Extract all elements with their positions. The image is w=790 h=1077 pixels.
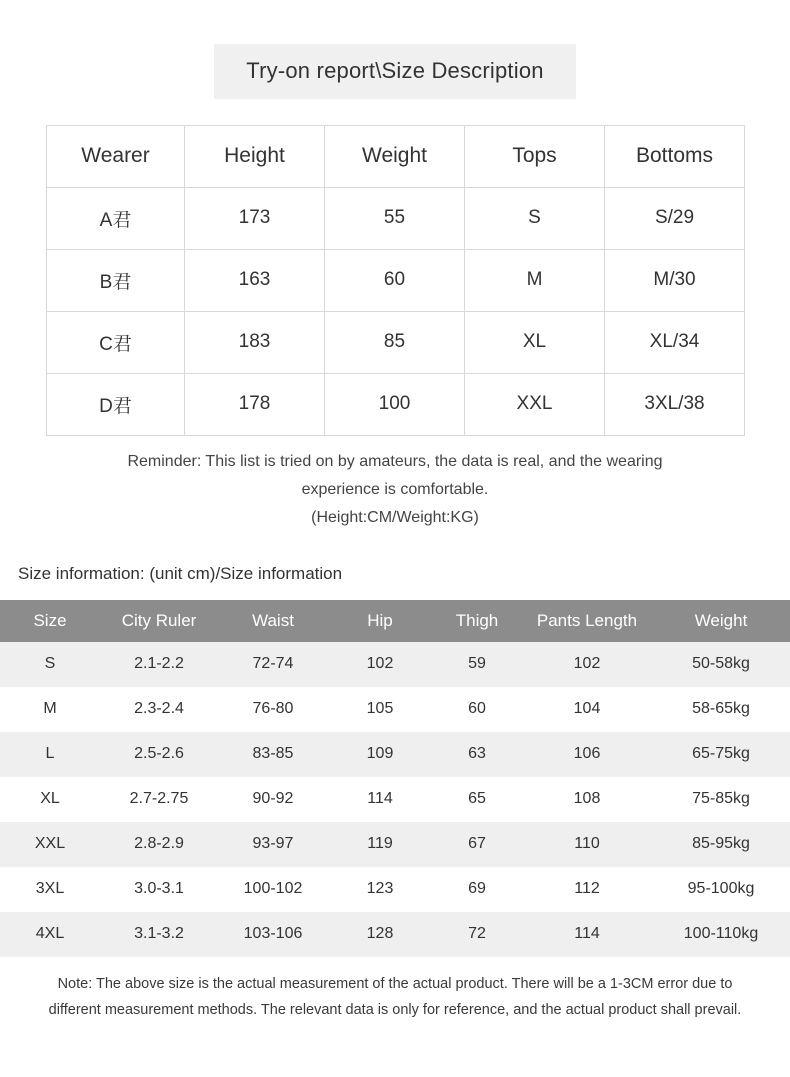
cell-thigh: 59 <box>468 655 486 673</box>
cell-size: 4XL <box>35 925 65 943</box>
column-header-city-ruler: City Ruler <box>100 600 218 642</box>
column-header-size: Size <box>0 600 100 642</box>
cell-waist: 100-102 <box>243 880 303 898</box>
table-row <box>0 777 790 822</box>
cell-hip: 102 <box>366 655 394 673</box>
cell-waist: 76-80 <box>252 700 294 718</box>
size-table-section <box>0 600 790 957</box>
cell-weight: 85-95kg <box>692 835 750 853</box>
cell-wearer: C君 <box>47 311 185 373</box>
table-row <box>47 249 745 311</box>
table-row <box>47 187 745 249</box>
reminder-line-1: Reminder: This list is tried on by amateurs, the data is real, and the wearing <box>127 452 663 470</box>
cell-thigh: 65 <box>468 790 486 808</box>
tryon-report-table <box>46 125 745 436</box>
column-header-thigh: Thigh <box>432 600 522 642</box>
cell-height: 173 <box>185 187 325 249</box>
cell-bottoms: S/29 <box>605 187 745 249</box>
column-header-weight: Weight <box>325 125 465 187</box>
cell-weight: 75-85kg <box>692 790 750 808</box>
table-row <box>0 687 790 732</box>
cell-size: M <box>43 700 57 718</box>
cell-pants-length: 102 <box>573 655 601 673</box>
table-row <box>47 311 745 373</box>
cell-hip: 119 <box>367 835 393 853</box>
cell-pants-length: 114 <box>574 925 600 943</box>
cell-city-ruler: 2.8-2.9 <box>134 835 184 853</box>
cell-height: 178 <box>185 373 325 435</box>
cell-size: L <box>45 745 55 763</box>
cell-weight: 60 <box>325 249 465 311</box>
cell-weight: 95-100kg <box>687 880 755 898</box>
cell-thigh: 63 <box>468 745 486 763</box>
table-row <box>0 732 790 777</box>
cell-hip: 109 <box>366 745 394 763</box>
reminder-line-2: experience is comfortable. <box>301 480 489 498</box>
cell-size: XXL <box>34 835 66 853</box>
cell-size: S <box>44 655 56 673</box>
page-title: Try-on report\Size Description <box>214 44 575 99</box>
cell-wearer: B君 <box>47 249 185 311</box>
cell-bottoms: M/30 <box>605 249 745 311</box>
cell-hip: 114 <box>367 790 393 808</box>
cell-waist: 93-97 <box>252 835 294 853</box>
table-header-row <box>47 125 745 187</box>
note-line-2: different measurement methods. The relevant data is only for reference, and the actual product shall prevail. <box>48 1001 742 1018</box>
measurement-note <box>22 971 768 1023</box>
cell-weight: 58-65kg <box>692 700 750 718</box>
cell-waist: 72-74 <box>252 655 294 673</box>
reminder-line-3: (Height:CM/Weight:KG) <box>311 508 479 526</box>
cell-tops: XL <box>465 311 605 373</box>
cell-pants-length: 104 <box>573 700 601 718</box>
cell-pants-length: 108 <box>573 790 601 808</box>
column-header-waist: Waist <box>218 600 328 642</box>
column-header-bottoms: Bottoms <box>605 125 745 187</box>
cell-tops: M <box>465 249 605 311</box>
cell-height: 183 <box>185 311 325 373</box>
title-section <box>0 0 790 99</box>
cell-thigh: 67 <box>468 835 486 853</box>
cell-city-ruler: 2.7-2.75 <box>129 790 189 808</box>
cell-city-ruler: 2.3-2.4 <box>134 700 184 718</box>
cell-weight: 50-58kg <box>692 655 750 673</box>
cell-tops: XXL <box>465 373 605 435</box>
cell-waist: 90-92 <box>252 790 294 808</box>
table-row <box>0 912 790 957</box>
cell-weight: 100-110kg <box>683 925 759 943</box>
cell-wearer: A君 <box>47 187 185 249</box>
table-row <box>47 373 745 435</box>
cell-city-ruler: 2.5-2.6 <box>134 745 184 763</box>
cell-pants-length: 106 <box>573 745 601 763</box>
reminder-text <box>60 448 730 532</box>
column-header-height: Height <box>185 125 325 187</box>
tryon-table-section <box>46 125 744 436</box>
cell-weight: 65-75kg <box>692 745 750 763</box>
column-header-hip: Hip <box>328 600 432 642</box>
cell-weight: 85 <box>325 311 465 373</box>
note-line-1: Note: The above size is the actual measurement of the actual product. There will be a 1-3CM error due to <box>57 975 733 992</box>
column-header-wearer: Wearer <box>47 125 185 187</box>
cell-size: 3XL <box>35 880 65 898</box>
cell-city-ruler: 2.1-2.2 <box>134 655 184 673</box>
cell-bottoms: XL/34 <box>605 311 745 373</box>
table-row <box>0 642 790 687</box>
cell-weight: 100 <box>325 373 465 435</box>
table-row <box>0 867 790 912</box>
cell-bottoms: 3XL/38 <box>605 373 745 435</box>
cell-hip: 128 <box>366 925 394 943</box>
cell-thigh: 72 <box>468 925 486 943</box>
cell-tops: S <box>465 187 605 249</box>
cell-wearer: D君 <box>47 373 185 435</box>
cell-size: XL <box>40 790 60 808</box>
cell-waist: 103-106 <box>243 925 303 943</box>
table-header-row <box>0 600 790 642</box>
cell-thigh: 60 <box>468 700 486 718</box>
column-header-tops: Tops <box>465 125 605 187</box>
cell-city-ruler: 3.1-3.2 <box>134 925 184 943</box>
cell-pants-length: 110 <box>574 835 600 853</box>
table-row <box>0 822 790 867</box>
size-chart-table <box>0 600 790 957</box>
column-header-weight: Weight <box>652 600 790 642</box>
cell-hip: 105 <box>366 700 394 718</box>
cell-hip: 123 <box>366 880 394 898</box>
cell-height: 163 <box>185 249 325 311</box>
cell-weight: 55 <box>325 187 465 249</box>
cell-pants-length: 112 <box>574 880 600 898</box>
cell-city-ruler: 3.0-3.1 <box>134 880 184 898</box>
cell-waist: 83-85 <box>252 745 294 763</box>
cell-thigh: 69 <box>468 880 486 898</box>
column-header-pants-length: Pants Length <box>522 600 652 642</box>
size-information-heading: Size information: (unit cm)/Size information <box>18 563 343 583</box>
